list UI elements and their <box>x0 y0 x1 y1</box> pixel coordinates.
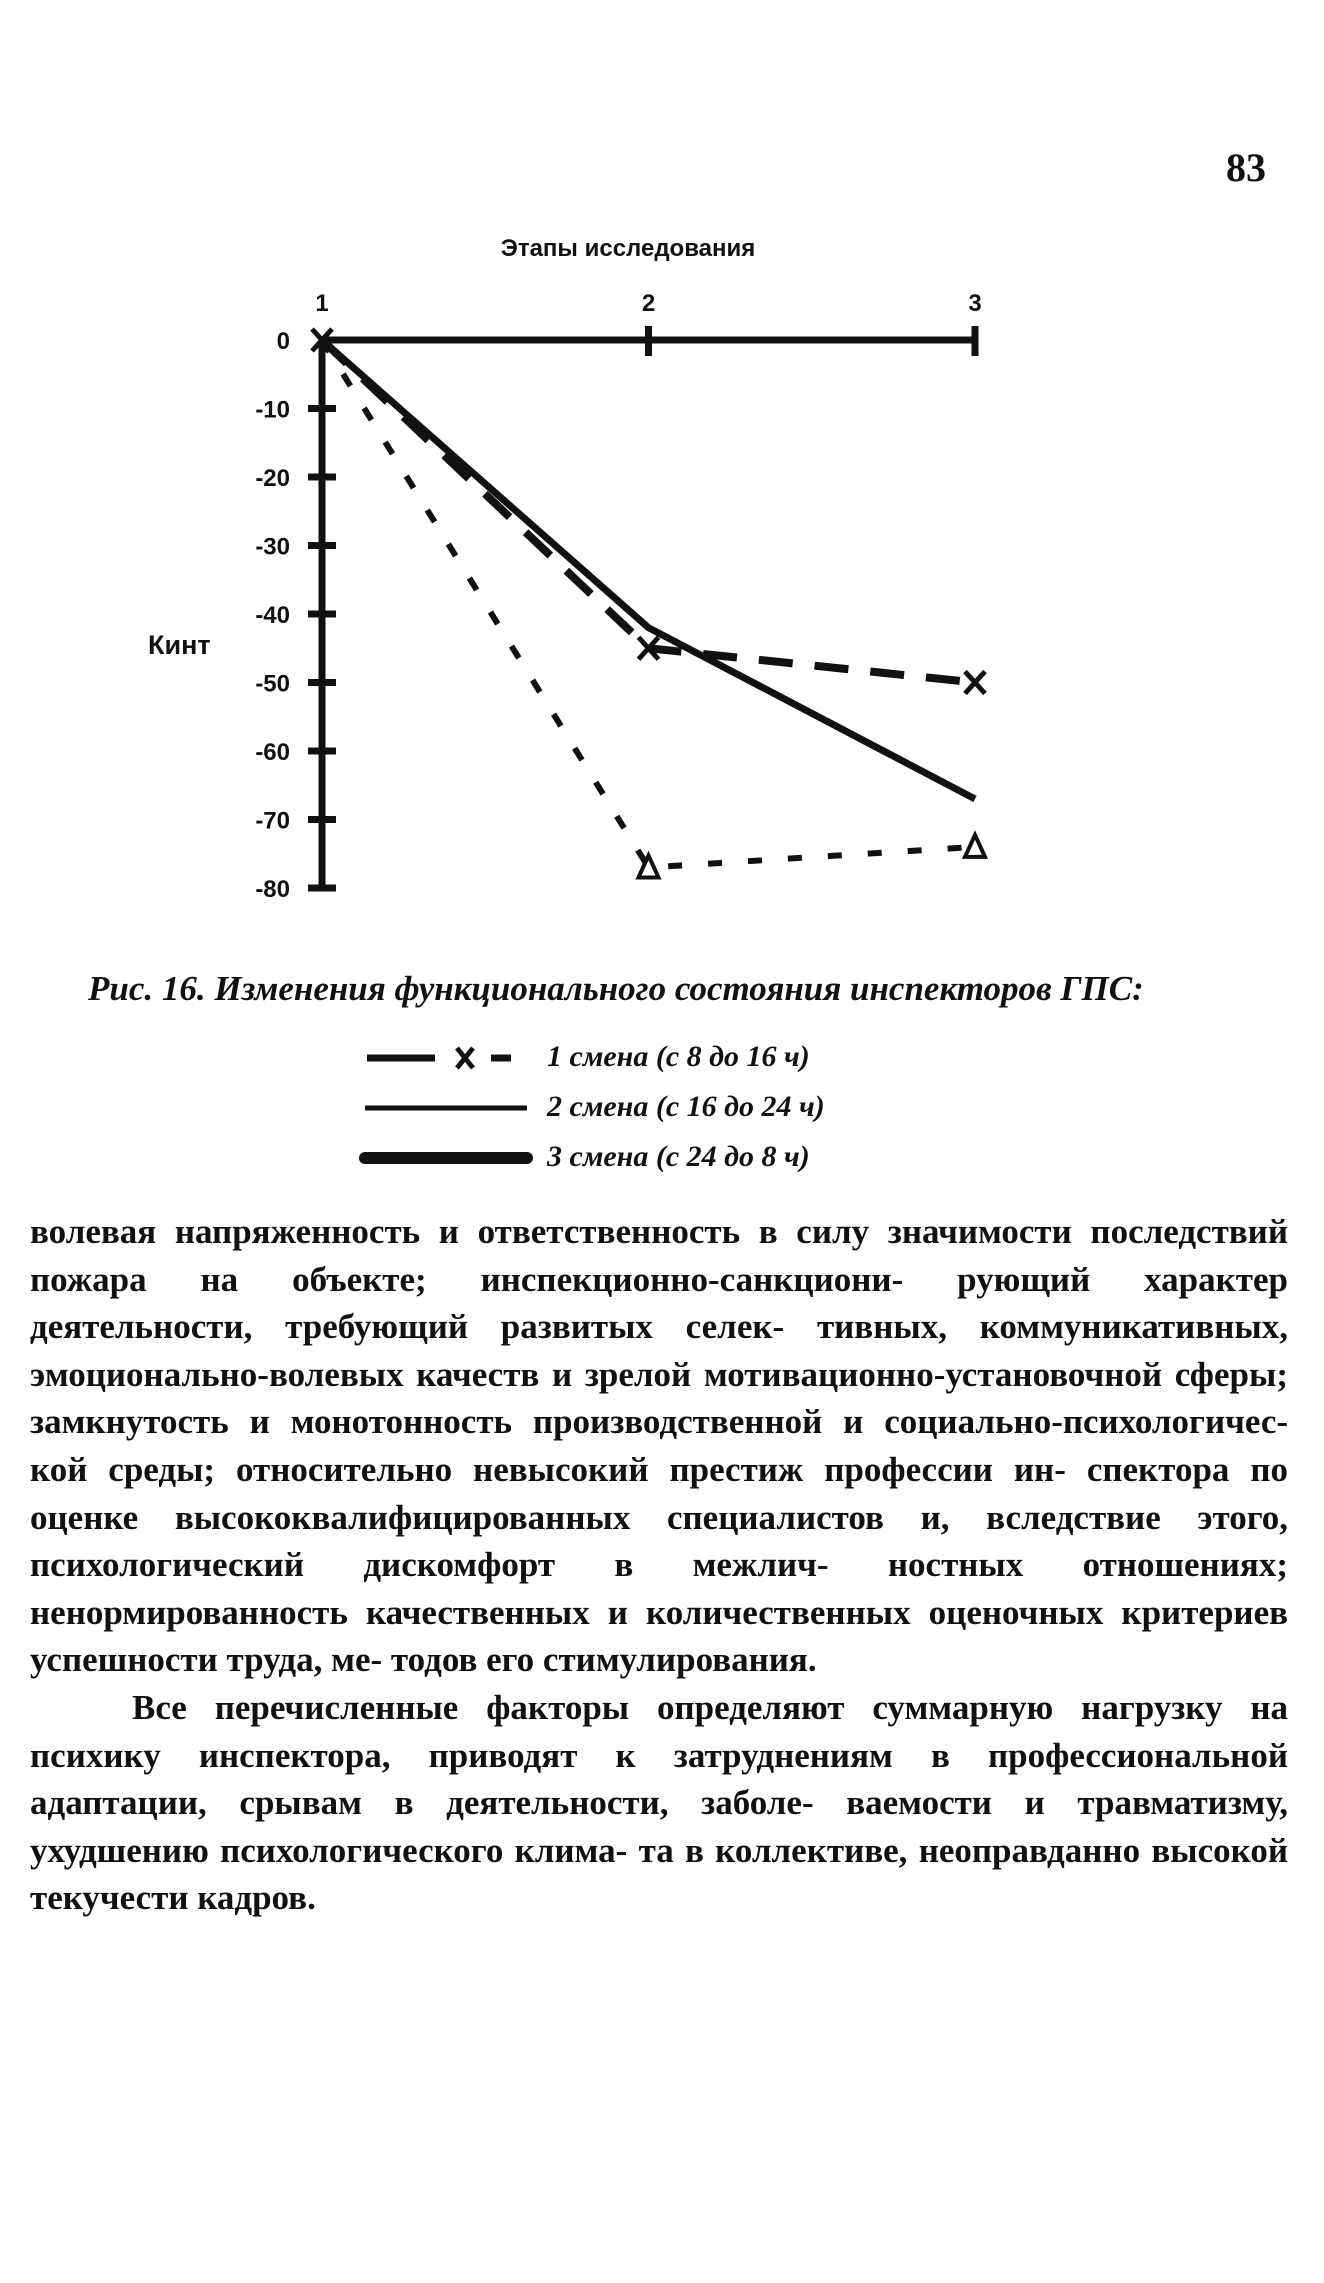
text-line: ваемости и травматизму, ухудшению психологического клима- <box>30 1783 1288 1870</box>
series-line-2 <box>322 340 975 799</box>
legend-item <box>355 1132 825 1182</box>
y-tick-label: -30 <box>255 533 290 561</box>
series-line-3 <box>322 340 975 867</box>
legend-swatch-series-3 <box>355 1142 535 1172</box>
text-line: Все перечисленные факторы определяют суммарную <box>132 1687 1054 1727</box>
text-line: последствий пожара на объекте; инспекционно-санкциони- <box>30 1212 1288 1299</box>
legend-label: 3 смена (с 24 до 8 ч) <box>547 1140 810 1173</box>
text-line: кой среды; относительно невысокий престиж профессии ин- <box>30 1449 1066 1489</box>
body-text <box>30 1208 1288 1922</box>
legend-item <box>355 1032 825 1082</box>
legend-label: 2 смена (с 16 до 24 ч) <box>547 1090 825 1123</box>
data-point-x-marker <box>965 672 985 694</box>
x-tick-label: 1 <box>315 290 329 317</box>
legend-swatch-series-1 <box>355 1042 535 1072</box>
line-chart <box>0 0 1324 960</box>
text-line: та в коллективе, неоправданно высокой текучести кадров. <box>30 1830 1288 1918</box>
paragraph-1 <box>30 1208 1288 1684</box>
legend-item <box>355 1082 825 1132</box>
legend-swatch-series-2 <box>355 1092 535 1122</box>
text-line: количественных оценочных критериев успешности труда, ме- <box>30 1592 1289 1680</box>
x-tick-label: 3 <box>968 290 982 317</box>
data-point-triangle-marker <box>965 835 985 857</box>
text-line: тодов его стимулирования. <box>390 1640 817 1680</box>
text-line: спектора по оценке высококвалифицированных специалистов <box>30 1449 1289 1537</box>
text-line: нагрузку на психику инспектора, приводят к затруднениям в <box>30 1687 1289 1775</box>
text-line: зрелой мотивационно-установочной сферы; замкнутость и <box>30 1354 1288 1442</box>
text-line: тивных, коммуникативных, эмоционально-волевых качеств и <box>30 1307 1288 1394</box>
text-line: и, вследствие этого, психологический дискомфорт в межлич- <box>30 1497 1289 1585</box>
text-line: рующий характер деятельности, требующий развитых селек- <box>30 1259 1288 1347</box>
text-line: профессиональной адаптации, срывам в деятельности, заболе- <box>30 1735 1289 1823</box>
x-tick-label: 2 <box>641 290 656 317</box>
y-tick-label: -80 <box>255 876 290 903</box>
y-tick-label: -20 <box>255 465 290 492</box>
y-tick-label: 0 <box>276 328 290 355</box>
text-line: монотонность производственной и социально-психологичес- <box>290 1402 1289 1442</box>
paragraph-2 <box>30 1684 1288 1922</box>
text-line: ностных отношениях; ненормированность качественных и <box>30 1545 1288 1632</box>
chart-title: Этапы исследования <box>500 235 756 262</box>
y-tick-label: -60 <box>255 739 290 766</box>
y-tick-label: -50 <box>255 670 290 698</box>
legend-label: 1 смена (с 8 до 16 ч) <box>547 1040 810 1073</box>
legend <box>355 1032 825 1182</box>
text-line: волевая напряженность и ответственность в силу значимости <box>30 1212 1072 1251</box>
y-tick-label: -70 <box>255 807 290 835</box>
page-number: 83 <box>1226 145 1266 190</box>
y-tick-label: -40 <box>255 602 290 629</box>
y-axis-label: Кинт <box>148 630 211 660</box>
y-tick-label: -10 <box>255 396 290 424</box>
figure-caption: Рис. 16. Изменения функционального состояния инспекторов ГПС: <box>88 969 1144 1008</box>
